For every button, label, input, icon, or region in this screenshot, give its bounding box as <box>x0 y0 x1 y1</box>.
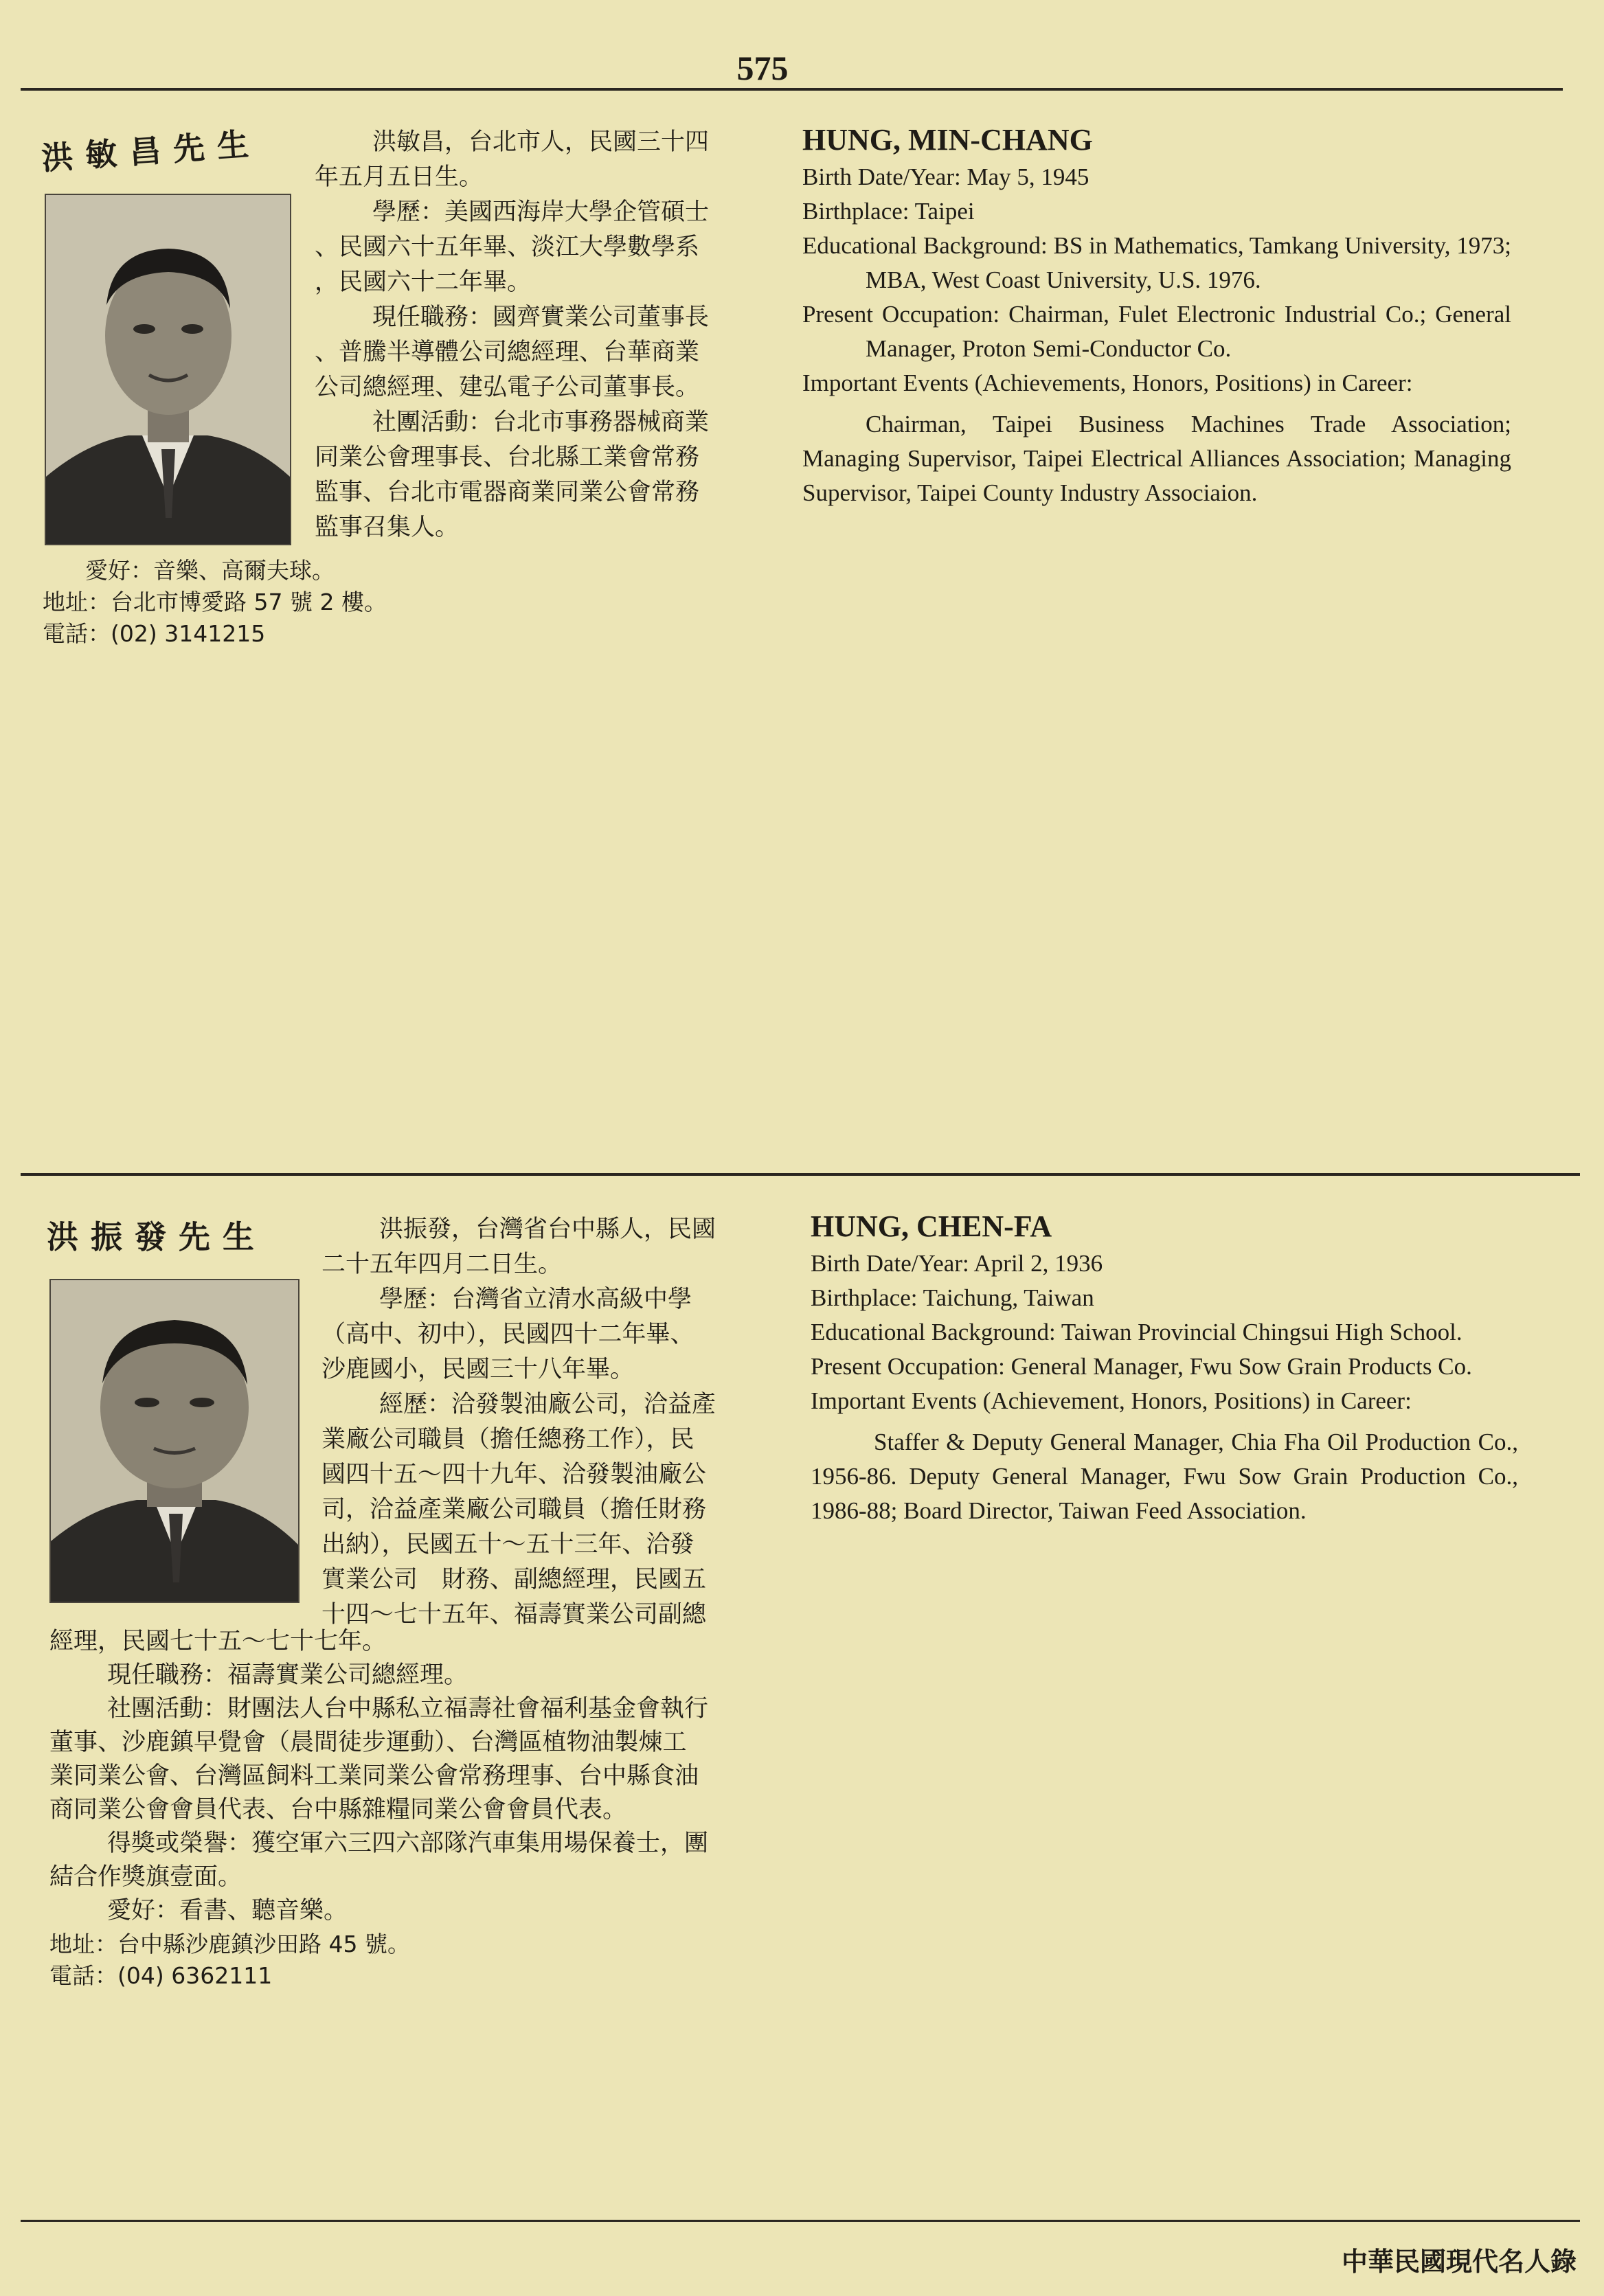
bio-line: 國四十五～四十九年、洽發製油廠公 <box>321 1461 707 1488</box>
portrait-photo <box>45 194 291 545</box>
top-rule <box>21 88 1563 91</box>
entry-chinese-name: 洪敏昌先生 <box>40 124 262 177</box>
bio-line: 經歷：洽發製油廠公司，洽益產 <box>379 1391 716 1418</box>
events-label: Important Events (Achievements, Honors, Positions) in Career: <box>802 370 1413 396</box>
portrait-icon <box>46 195 290 544</box>
bio-line: 監事、台北市電器商業同業公會常務 <box>315 479 700 506</box>
section-divider <box>21 1173 1580 1176</box>
bio-line: 、民國六十五年畢、淡江大學數學系 <box>315 234 700 261</box>
hobby-line: 愛好：音樂、高爾夫球。 <box>85 557 335 584</box>
bio-line: 現任職務：國齊實業公司董事長 <box>372 304 710 331</box>
education: Educational Background: Taiwan Provincial Chingsui High School. <box>811 1319 1462 1345</box>
portrait-photo <box>49 1279 300 1603</box>
events-body: Chairman, Taipei Business Machines Trade Association; Managing Supervisor, Taipei Electrical Alliances Association; Managing Supervisor, Taipei County Industry Associaion. <box>802 411 1511 506</box>
english-name: HUNG, MIN-CHANG <box>802 123 1093 157</box>
bio-line: 監事召集人。 <box>315 514 460 541</box>
events-body: Staffer & Deputy General Manager, Chia Fha Oil Production Co., 1956-86. Deputy General Manager, Fwu Sow Grain Production Co., 1986-88; Board Director, Taiwan Feed Association. <box>811 1429 1518 1524</box>
phone-line: 電話：(04) 6362111 <box>49 1962 273 1989</box>
bio-line: 社團活動：台北市事務器械商業 <box>372 409 710 436</box>
entry-english-bio <box>802 120 1511 510</box>
birth-date: Birth Date/Year: May 5, 1945 <box>802 163 1089 190</box>
english-name: HUNG, CHEN-FA <box>811 1209 1052 1243</box>
occupation: Present Occupation: General Manager, Fwu Sow Grain Products Co. <box>811 1353 1472 1380</box>
bio-line: 學歷：台灣省立清水高級中學 <box>379 1286 692 1313</box>
entry-english-bio <box>811 1207 1518 1528</box>
bio-line: 業同業公會、台灣區飼料工業同業公會常務理事、台中縣食油 <box>49 1762 699 1790</box>
entry-chinese-bio-continued <box>49 1625 750 1928</box>
birthplace: Birthplace: Taipei <box>802 198 975 225</box>
birthplace: Birthplace: Taichung, Taiwan <box>811 1284 1094 1311</box>
book-title-footer: 中華民國現代名人錄 <box>1341 2247 1577 2277</box>
bio-line: 年五月五日生。 <box>315 163 484 191</box>
bio-line: 結合作獎旗壹面。 <box>49 1863 242 1891</box>
bio-line: 學歷：美國西海岸大學企管碩士 <box>372 198 710 226</box>
entry-contact <box>49 1929 410 1992</box>
bio-line: （高中、初中），民國四十二年畢、 <box>321 1321 694 1348</box>
bio-line: 沙鹿國小，民國三十八年畢。 <box>321 1356 635 1383</box>
bio-line: 實業公司 財務、副總經理，民國五 <box>321 1566 707 1593</box>
bio-line: 現任職務：福壽實業公司總經理。 <box>107 1661 468 1689</box>
bio-line: 愛好：看書、聽音樂。 <box>107 1897 348 1924</box>
bio-line: 二十五年四月二日生。 <box>321 1251 563 1278</box>
occupation: Present Occupation: Chairman, Fulet Electronic Industrial Co.; General Manager, Proton Semi-Conductor Co. <box>802 301 1511 362</box>
entry-chinese-bio <box>315 125 741 545</box>
bio-line: 得獎或榮譽：獲空軍六三四六部隊汽車集用場保養士，團 <box>107 1830 709 1857</box>
bio-line: 同業公會理事長、台北縣工業會常務 <box>315 444 700 471</box>
bio-line: 董事、沙鹿鎮早覺會（晨間徒步運動）、台灣區植物油製煉工 <box>49 1729 687 1756</box>
bottom-rule <box>21 2220 1580 2222</box>
bio-line: 十四～七十五年、福壽實業公司副總 <box>321 1601 707 1628</box>
bio-line: 出納），民國五十～五十三年、洽發 <box>321 1531 694 1558</box>
bio-line: ，民國六十二年畢。 <box>315 269 532 296</box>
education: Educational Background: BS in Mathematics, Tamkang University, 1973; MBA, West Coast University, U.S. 1976. <box>802 232 1511 293</box>
bio-line: 、普騰半導體公司總經理、台華商業 <box>315 339 700 366</box>
bio-line: 社團活動：財團法人台中縣私立福壽社會福利基金會執行 <box>107 1695 709 1723</box>
bio-line: 洪振發，台灣省台中縣人，民國 <box>379 1216 716 1243</box>
entry-chinese-bio <box>321 1212 747 1633</box>
address-line: 地址：台中縣沙鹿鎮沙田路 45 號。 <box>49 1931 410 1957</box>
phone-line: 電話：(02) 3141215 <box>43 620 266 647</box>
entry-chinese-name: 洪振發先生 <box>47 1218 267 1255</box>
bio-line: 商同業公會會員代表、台中縣雜糧同業公會會員代表。 <box>49 1796 627 1823</box>
portrait-icon <box>51 1280 298 1602</box>
bio-line: 業廠公司職員（擔任總務工作），民 <box>321 1426 694 1453</box>
address-line: 地址：台北市博愛路 57 號 2 樓。 <box>43 589 387 615</box>
birth-date: Birth Date/Year: April 2, 1936 <box>811 1250 1103 1277</box>
bio-line: 司，洽益產業廠公司職員（擔任財務 <box>321 1496 707 1523</box>
events-label: Important Events (Achievement, Honors, Positions) in Career: <box>811 1387 1412 1414</box>
bio-line: 洪敏昌，台北市人，民國三十四 <box>372 128 710 156</box>
bio-line: 公司總經理、建弘電子公司董事長。 <box>315 374 700 401</box>
entry-contact <box>43 555 387 650</box>
page-number: 575 <box>736 49 789 87</box>
bio-line: 經理，民國七十五～七十七年。 <box>49 1628 387 1655</box>
